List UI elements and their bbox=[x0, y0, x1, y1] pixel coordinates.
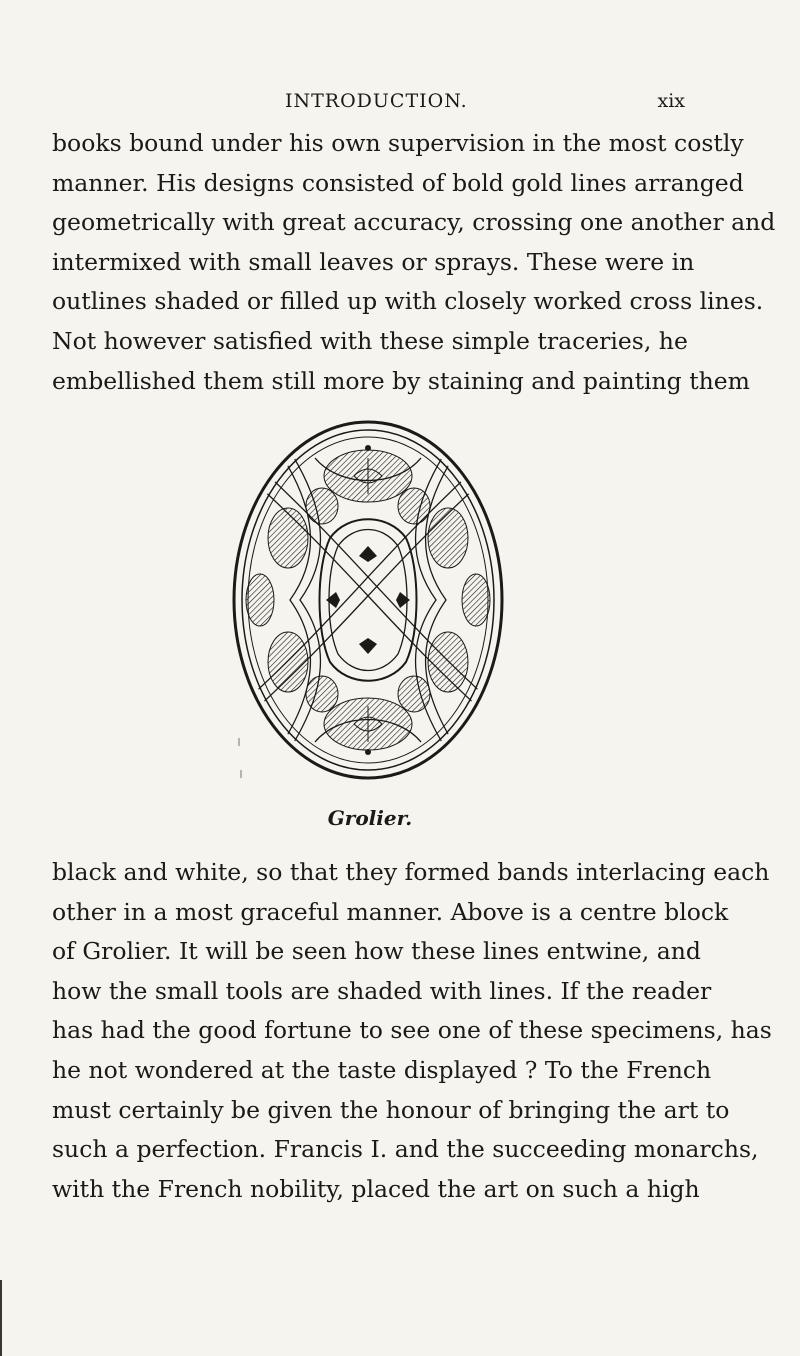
text-line: has had the good fortune to see one of these specimens, has bbox=[52, 1016, 772, 1045]
text-line: other in a most graceful manner. Above is a centre block bbox=[52, 897, 729, 926]
text-line: intermixed with small leaves or sprays. These were in bbox=[52, 247, 695, 276]
text-line: Not however satisfied with these simple traceries, he bbox=[52, 326, 688, 355]
paragraph-upper bbox=[52, 124, 776, 401]
grolier-ornament-illustration bbox=[230, 418, 506, 783]
text-line: manner. His designs consisted of bold gold lines arranged bbox=[52, 168, 744, 197]
running-title: INTRODUCTION. bbox=[285, 90, 468, 112]
paper-speck bbox=[238, 738, 240, 746]
text-line: books bound under his own supervision in the most costly bbox=[52, 129, 744, 157]
text-line: with the French nobility, placed the art on such a high bbox=[52, 1174, 700, 1203]
interlaced-oval-ornament bbox=[230, 418, 506, 783]
page-edge-mark bbox=[0, 1280, 2, 1356]
text-line: how the small tools are shaded with lines. If the reader bbox=[52, 976, 712, 1005]
page-number: xix bbox=[657, 90, 685, 112]
paragraph-lower bbox=[52, 853, 772, 1209]
text-line: outlines shaded or filled up with closely worked cross lines. bbox=[52, 287, 764, 316]
running-header bbox=[285, 90, 685, 118]
text-line: black and white, so that they formed bands interlacing each bbox=[52, 858, 770, 886]
text-line: he not wondered at the taste displayed ? To the French bbox=[52, 1055, 712, 1084]
text-line: geometrically with great accuracy, crossing one another and bbox=[52, 208, 776, 237]
figure-caption: Grolier. bbox=[327, 806, 413, 830]
text-line: embellished them still more by staining and painting them bbox=[52, 366, 750, 395]
text-line: of Grolier. It will be seen how these lines entwine, and bbox=[52, 937, 701, 966]
paper-speck bbox=[240, 770, 242, 778]
text-line: such a perfection. Francis I. and the succeeding monarchs, bbox=[52, 1135, 759, 1164]
text-line: must certainly be given the honour of bringing the art to bbox=[52, 1095, 730, 1124]
